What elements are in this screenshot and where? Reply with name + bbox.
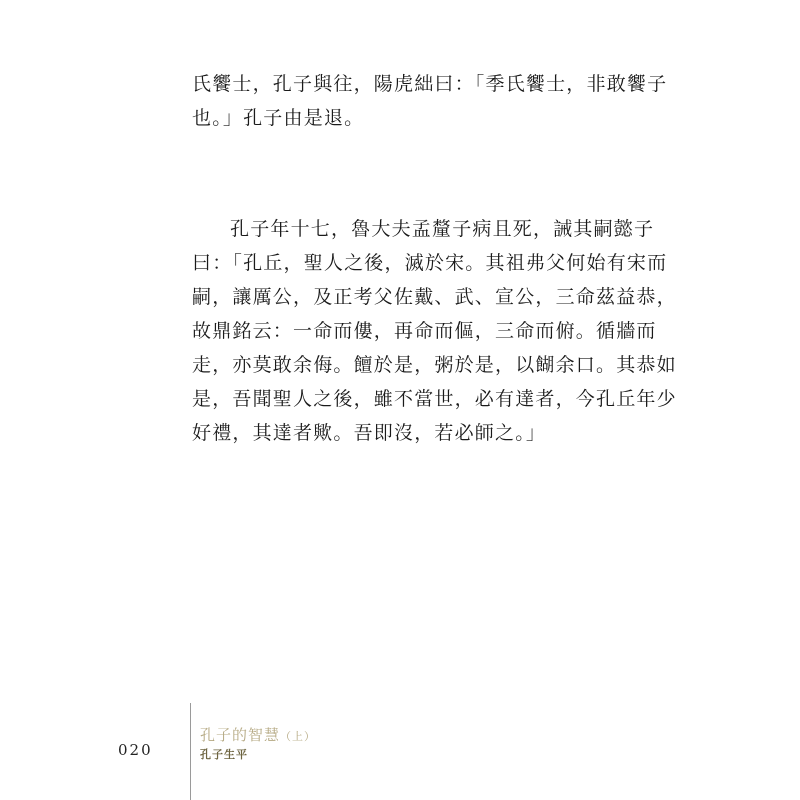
text-line: 是，吾聞聖人之後，雖不當世，必有達者，今孔丘年少: [192, 388, 677, 410]
text-line: 嗣，讓厲公，及正考父佐戴、武、宣公，三命茲益恭，: [192, 286, 677, 308]
footer-divider: [190, 703, 191, 800]
text-line: 孔子年十七，魯大夫孟釐子病且死，誡其嗣懿子: [230, 218, 655, 240]
text-line: 曰：「孔丘，聖人之後，滅於宋。其祖弗父何始有宋而: [192, 252, 668, 274]
text-line: 故鼎銘云：一命而僂，再命而傴，三命而俯。循牆而: [192, 320, 657, 342]
volume-label: （上）: [280, 730, 317, 743]
paragraph-2: [192, 212, 677, 450]
text-line: 走，亦莫敢余侮。饘於是，粥於是，以餬余口。其恭如: [192, 354, 677, 376]
book-title: [200, 724, 316, 745]
text-line: 好禮，其達者歟。吾即沒，若必師之。」: [192, 422, 547, 444]
text-line: 也。」孔子由是退。: [192, 107, 365, 129]
text-line: 氏饗士，孔子與往，陽虎絀曰：「季氏饗士，非敢饗子: [192, 73, 668, 95]
paragraph-1: [192, 67, 668, 135]
chapter-title: 孔子生平: [200, 748, 248, 761]
page-number: 020: [118, 741, 153, 759]
book-title-text: 孔子的智慧: [200, 726, 281, 744]
